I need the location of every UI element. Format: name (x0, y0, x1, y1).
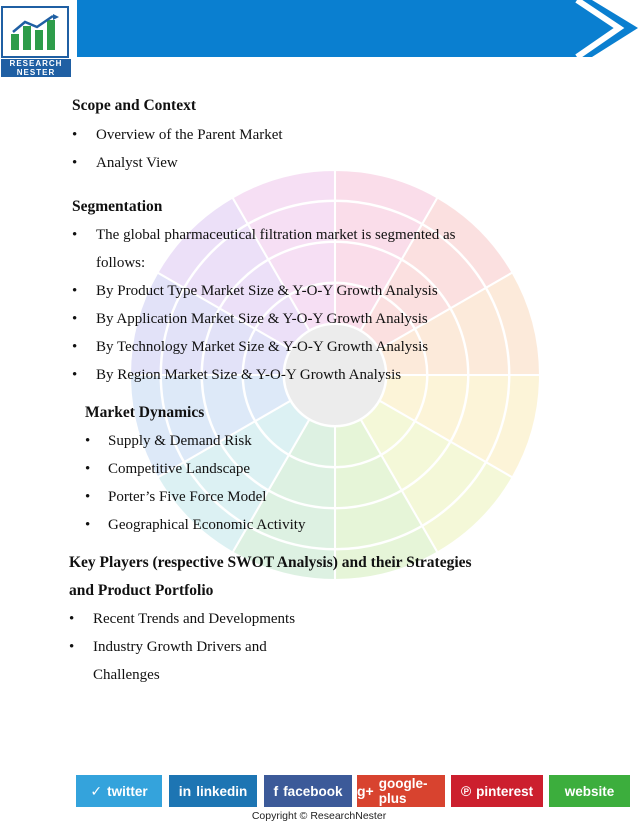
scope-item: Overview of the Parent Market (96, 127, 283, 143)
google-plus-label: google-plus (378, 776, 428, 806)
facebook-button[interactable] (264, 775, 352, 807)
bullet: • (69, 639, 75, 655)
bullet: • (72, 283, 78, 299)
dynamics-item: Geographical Economic Activity (108, 517, 306, 533)
facebook-label: facebook (283, 783, 343, 799)
pinterest-button[interactable] (451, 775, 543, 807)
in-icon: in (178, 783, 192, 799)
dynamics-item: Competitive Landscape (108, 461, 251, 477)
segmentation-item: By Technology Market Size & Y-O-Y Growth Analysis (96, 339, 429, 355)
website-button[interactable] (549, 775, 630, 807)
bullet: • (69, 611, 75, 627)
bullet: • (72, 127, 78, 143)
linkedin-label: linkedin (196, 783, 248, 799)
dynamics-item: Supply & Demand Risk (108, 433, 252, 449)
google-plus-button[interactable] (357, 775, 445, 807)
segmentation-item: By Region Market Size & Y-O-Y Growth Analysis (96, 367, 402, 383)
header-banner (77, 0, 638, 57)
research-nester-logo (1, 6, 71, 76)
logo-line1: RESEARCH (9, 59, 63, 68)
bullet: • (72, 227, 78, 243)
players-item-continued: Challenges (93, 667, 160, 683)
scope-heading: Scope and Context (72, 97, 197, 114)
linkedin-button[interactable] (169, 775, 257, 807)
bullet: • (72, 155, 78, 171)
pin-icon: ℗ (460, 783, 472, 799)
twitter-label: twitter (107, 783, 148, 799)
players-item: Recent Trends and Developments (93, 611, 296, 627)
bird-icon: ✓ (90, 782, 103, 799)
segmentation-item: The global pharmaceutical filtration market is segmented as (96, 227, 456, 243)
logo-chart-box (1, 6, 69, 58)
scope-item: Analyst View (96, 155, 178, 171)
bullet: • (72, 339, 78, 355)
logo-line2: NESTER (16, 68, 56, 77)
gplus-icon: g+ (357, 783, 374, 799)
bullet: • (85, 489, 91, 505)
pinterest-label: pinterest (476, 783, 534, 799)
dynamics-heading: Market Dynamics (85, 404, 205, 421)
segmentation-item: By Product Type Market Size & Y-O-Y Growth Analysis (96, 283, 438, 299)
bar-chart-icon (9, 14, 65, 50)
bullet: • (85, 461, 91, 477)
players-item: Industry Growth Drivers and (93, 639, 267, 655)
segmentation-heading: Segmentation (72, 198, 163, 215)
bullet: • (72, 367, 78, 383)
website-label: website (564, 783, 615, 799)
bullet: • (85, 517, 91, 533)
bullet: • (85, 433, 91, 449)
logo-wordmark (1, 59, 71, 77)
players-heading: Key Players (respective SWOT Analysis) and their Strategies (69, 554, 472, 571)
copyright-notice: Copyright © ResearchNester (251, 810, 387, 822)
segmentation-item: By Application Market Size & Y-O-Y Growth Analysis (96, 311, 428, 327)
players-heading-continued: and Product Portfolio (69, 582, 214, 599)
segmentation-item-continued: follows: (96, 255, 146, 271)
dynamics-item: Porter’s Five Force Model (108, 489, 267, 505)
twitter-button[interactable] (76, 775, 162, 807)
bullet: • (72, 311, 78, 327)
f-icon: f (273, 783, 279, 799)
